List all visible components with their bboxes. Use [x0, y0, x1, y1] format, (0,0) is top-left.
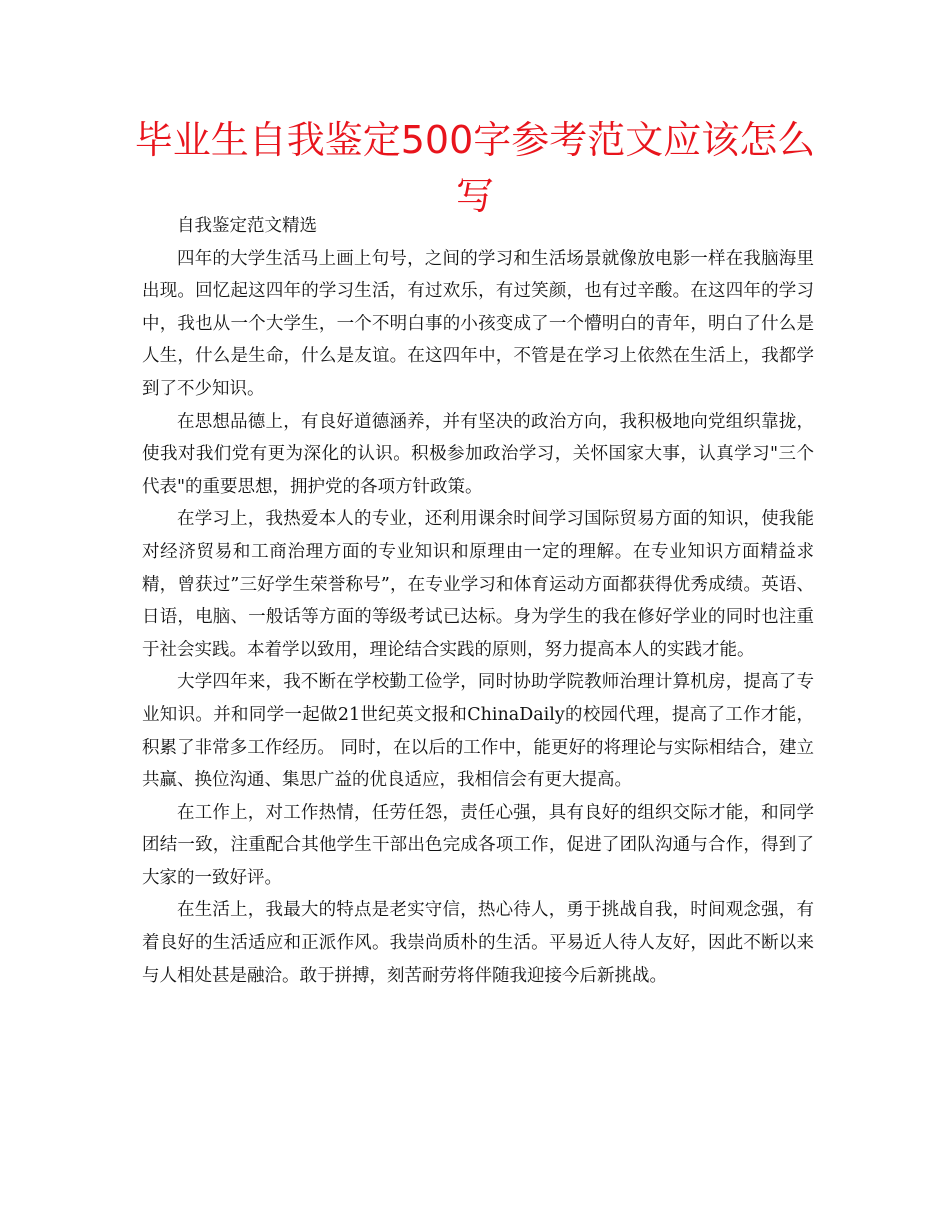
- document-body: [142, 210, 814, 992]
- paragraph: 在学习上，我热爱本人的专业，还利用课余时间学习国际贸易方面的知识，使我能对经济贸易和工商治理方面的专业知识和原理由一定的理解。在专业知识方面精益求精，曾获过”三好学生荣誉称号”，在专业学习和体育运动方面都获得优秀成绩。英语、日语，电脑、一般话等方面的等级考试已达标。身为学生的我在修好学业的同时也注重于社会实践。本着学以致用，理论结合实践的原则，努力提高本人的实践才能。: [142, 509, 814, 660]
- paragraph: 大学四年来，我不断在学校勤工俭学，同时协助学院教师治理计算机房，提高了专业知识。并和同学一起做21世纪英文报和ChinaDaily的校园代理，提高了工作才能，积累了非常多工作经历。 同时，在以后的工作中，能更好的将理论与实际相结合，建立共赢、换位沟通、集思广益的优良适应，我相信会有更大提高。: [142, 672, 814, 791]
- document-title: 毕业生自我鉴定500字参考范文应该怎么写: [134, 118, 816, 218]
- section-heading: 自我鉴定范文精选: [177, 216, 317, 236]
- paragraph: 在生活上，我最大的特点是老实守信，热心待人，勇于挑战自我，时间观念强，有着良好的生活适应和正派作风。我崇尚质朴的生活。平易近人待人友好，因此不断以来与人相处甚是融洽。敢于拼搏，刻苦耐劳将伴随我迎接今后新挑战。: [142, 900, 814, 986]
- paragraph: 在思想品德上，有良好道德涵养，并有坚决的政治方向，我积极地向党组织靠拢，使我对我们党有更为深化的认识。积极参加政治学习，关怀国家大事，认真学习"三个代表"的重要思想，拥护党的各项方针政策。: [142, 411, 814, 497]
- paragraph: 四年的大学生活马上画上句号，之间的学习和生活场景就像放电影一样在我脑海里出现。回忆起这四年的学习生活，有过欢乐，有过笑颜，也有过辛酸。在这四年的学习中，我也从一个大学生，一个不明白事的小孩变成了一个懵明白的青年，明白了什么是人生，什么是生命，什么是友谊。在这四年中，不管是在学习上依然在生活上，我都学到了不少知识。: [142, 248, 814, 399]
- paragraph: 在工作上，对工作热情，任劳任怨，责任心强，具有良好的组织交际才能，和同学团结一致，注重配合其他学生干部出色完成各项工作，促进了团队沟通与合作，得到了大家的一致好评。: [142, 802, 814, 888]
